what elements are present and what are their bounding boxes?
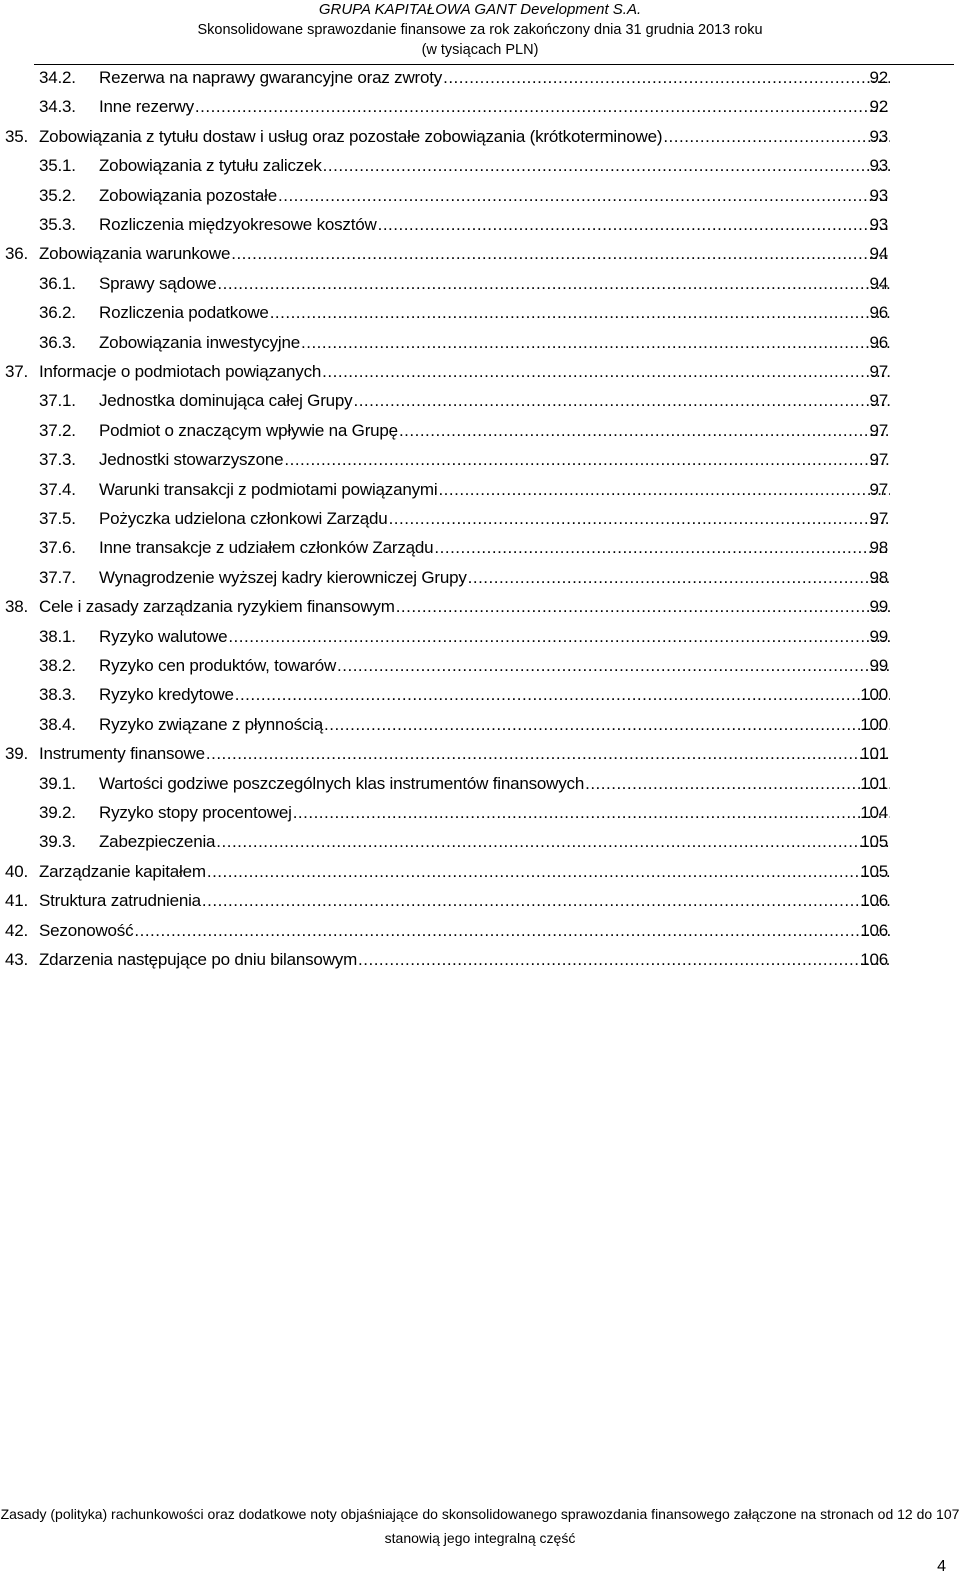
toc-leader-dots xyxy=(389,509,890,529)
toc-entry-number: 36.2. xyxy=(39,303,76,323)
toc-entry-title: Ryzyko związane z płynnością xyxy=(99,714,323,734)
toc-entry-number: 34.2. xyxy=(39,68,76,87)
toc-leader-dots xyxy=(399,421,890,441)
toc-entry-number: 40. xyxy=(5,861,29,881)
toc-entry-page: 105 xyxy=(860,832,888,852)
toc-leader-dots xyxy=(228,627,890,647)
toc-entry-number: 37.1. xyxy=(39,391,76,411)
toc-entry-number: 38.1. xyxy=(39,626,76,646)
toc-entry-title: Inne rezerwy xyxy=(99,97,194,117)
toc-entry[interactable] xyxy=(0,215,960,245)
toc-entry-title: Jednostki stowarzyszone xyxy=(99,450,284,470)
toc-entry-title: Zarządzanie kapitałem xyxy=(39,861,206,881)
toc-leader-dots xyxy=(217,274,890,294)
toc-entry-title-wrap xyxy=(99,832,890,852)
toc-entry-number: 39. xyxy=(5,744,29,764)
toc-entry-number: 35.2. xyxy=(39,185,76,205)
toc-entry[interactable] xyxy=(0,68,960,98)
toc-entry-title: Struktura zatrudnienia xyxy=(39,891,201,911)
toc-entry-title-wrap xyxy=(39,921,890,941)
toc-entry-title: Ryzyko stopy procentowej xyxy=(99,803,292,822)
toc-entry-title: Pożyczka udzielona członkowi Zarządu xyxy=(99,509,388,528)
header-divider xyxy=(34,64,954,65)
toc-entry[interactable] xyxy=(0,362,960,392)
toc-entry-page: 100 xyxy=(860,685,888,705)
toc-entry[interactable] xyxy=(0,950,960,980)
toc-entry-title-wrap xyxy=(39,862,890,882)
toc-entry-page: 99 xyxy=(869,656,888,675)
toc-entry-title: Wartości godziwe poszczególnych klas instrumentów finansowych xyxy=(99,773,585,793)
toc-entry[interactable] xyxy=(0,568,960,598)
toc-entry-title: Zobowiązania z tytułu zaliczek xyxy=(99,156,322,176)
toc-entry-title-wrap xyxy=(99,568,890,588)
toc-entry-page: 106 xyxy=(860,950,888,969)
toc-entry[interactable] xyxy=(0,450,960,480)
page-number: 4 xyxy=(937,1558,946,1575)
toc-entry-number: 37.2. xyxy=(39,420,76,440)
toc-leader-dots xyxy=(324,715,890,735)
toc-leader-dots xyxy=(207,862,890,882)
toc-entry-title-wrap xyxy=(39,597,890,617)
toc-entry-page: 97 xyxy=(869,362,888,381)
toc-entry-title: Rezerwa na naprawy gwarancyjne oraz zwroty xyxy=(99,68,443,87)
toc-entry-number: 39.1. xyxy=(39,773,76,793)
toc-entry-title: Ryzyko cen produktów, towarów xyxy=(99,656,337,675)
toc-entry[interactable] xyxy=(0,832,960,862)
toc-leader-dots xyxy=(284,450,890,470)
toc-entry-title: Rozliczenia podatkowe xyxy=(99,303,269,323)
page-footer xyxy=(0,1502,960,1550)
toc-entry-title-wrap xyxy=(99,450,890,470)
toc-leader-dots xyxy=(293,803,890,823)
toc-entry-page: 97 xyxy=(869,391,888,411)
toc-entry-page: 98 xyxy=(869,567,888,587)
toc-entry-number: 38. xyxy=(5,597,29,617)
toc-entry-number: 38.3. xyxy=(39,685,76,705)
toc-entry[interactable] xyxy=(0,597,960,627)
toc-entry-page: 92 xyxy=(869,97,888,117)
toc-entry-page: 106 xyxy=(860,891,888,911)
toc-leader-dots xyxy=(585,774,890,794)
toc-entry[interactable] xyxy=(0,156,960,186)
toc-entry-title: Zabezpieczenia xyxy=(99,832,216,852)
toc-leader-dots xyxy=(301,333,890,353)
toc-entry-number: 38.4. xyxy=(39,714,76,734)
toc-entry-title-wrap xyxy=(39,950,890,970)
toc-entry-title-wrap xyxy=(99,186,890,206)
toc-entry[interactable] xyxy=(0,538,960,568)
toc-entry-page: 106 xyxy=(860,920,888,940)
toc-entry[interactable] xyxy=(0,509,960,539)
toc-entry-title-wrap xyxy=(39,362,890,382)
footer-note-continued: stanowią jego integralną część xyxy=(384,1530,576,1546)
toc-entry-page: 94 xyxy=(869,244,888,264)
toc-entry[interactable] xyxy=(0,803,960,833)
toc-entry-title-wrap xyxy=(39,891,890,911)
toc-entry-page: 100 xyxy=(860,714,888,734)
toc-entry-page: 93 xyxy=(869,185,888,205)
toc-entry-title: Zdarzenia następujące po dniu bilansowym xyxy=(39,950,358,969)
toc-entry-title: Wynagrodzenie wyższej kadry kierowniczej Grupy xyxy=(99,567,467,587)
toc-leader-dots xyxy=(278,186,890,206)
toc-leader-dots xyxy=(663,127,890,147)
toc-leader-dots xyxy=(438,480,890,500)
report-title: Skonsolidowane sprawozdanie finansowe za rok zakończony dnia 31 grudnia 2013 roku xyxy=(197,22,763,38)
toc-entry-title: Rozliczenia międzyokresowe kosztów xyxy=(99,215,377,234)
toc-entry[interactable] xyxy=(0,303,960,333)
toc-entry[interactable] xyxy=(0,97,960,127)
toc-entry[interactable] xyxy=(0,715,960,745)
toc-entry-page: 99 xyxy=(869,626,888,646)
toc-entry-page: 97 xyxy=(869,420,888,440)
toc-entry-title-wrap xyxy=(39,744,890,764)
toc-entry-title-wrap xyxy=(99,803,890,823)
toc-entry-title-wrap xyxy=(99,538,890,558)
toc-entry[interactable] xyxy=(0,333,960,363)
toc-entry-title: Zobowiązania warunkowe xyxy=(39,244,231,264)
toc-entry-number: 36.1. xyxy=(39,273,76,293)
toc-entry-title-wrap xyxy=(99,68,890,88)
toc-entry-page: 104 xyxy=(860,803,888,822)
toc-entry-title: Cele i zasady zarządzania ryzykiem finansowym xyxy=(39,597,395,617)
toc-leader-dots xyxy=(323,156,890,176)
toc-entry-number: 37.4. xyxy=(39,479,76,499)
toc-entry-title: Warunki transakcji z podmiotami powiązanymi xyxy=(99,479,438,499)
toc-entry-title: Sezonowość xyxy=(39,920,134,940)
toc-leader-dots xyxy=(353,391,890,411)
toc-leader-dots xyxy=(396,597,890,617)
toc-entry-title: Sprawy sądowe xyxy=(99,273,217,293)
toc-entry-page: 94 xyxy=(869,273,888,293)
toc-leader-dots xyxy=(358,950,890,970)
toc-leader-dots xyxy=(195,97,890,117)
toc-entry-title-wrap xyxy=(99,303,890,323)
toc-entry-title: Informacje o podmiotach powiązanych xyxy=(39,362,322,381)
toc-leader-dots xyxy=(337,656,890,676)
toc-entry-page: 92 xyxy=(869,68,888,87)
toc-entry-title-wrap xyxy=(99,774,890,794)
toc-leader-dots xyxy=(322,362,890,382)
toc-entry-page: 93 xyxy=(869,156,888,176)
toc-entry[interactable] xyxy=(0,274,960,304)
toc-entry-number: 41. xyxy=(5,891,29,911)
toc-entry-title: Inne transakcje z udziałem członków Zarządu xyxy=(99,538,434,558)
toc-entry-title-wrap xyxy=(99,715,890,735)
toc-entry-title: Ryzyko walutowe xyxy=(99,626,228,646)
toc-entry-title-wrap xyxy=(99,333,890,353)
toc-entry-page: 93 xyxy=(869,126,888,146)
toc-entry-number: 34.3. xyxy=(39,97,76,117)
toc-leader-dots xyxy=(231,244,890,264)
toc-entry[interactable] xyxy=(0,480,960,510)
toc-entry-number: 37.6. xyxy=(39,538,76,558)
toc-entry-title: Zobowiązania z tytułu dostaw i usług oraz pozostałe zobowiązania (krótkoterminowe) xyxy=(39,126,663,146)
toc-entry-title-wrap xyxy=(99,274,890,294)
toc-entry-title: Ryzyko kredytowe xyxy=(99,685,234,705)
toc-entry[interactable] xyxy=(0,891,960,921)
toc-entry-title-wrap xyxy=(99,627,890,647)
toc-entry-title-wrap xyxy=(99,656,890,676)
footer-note: Zasady (polityka) rachunkowości oraz dodatkowe noty objaśniające do skonsolidowanego sprawozdania finansowego załączone na stronach od 12 do 107 xyxy=(0,1506,960,1522)
toc-entry-number: 39.2. xyxy=(39,803,76,822)
toc-entry-page: 96 xyxy=(869,303,888,323)
toc-entry-title-wrap xyxy=(39,244,890,264)
toc-leader-dots xyxy=(134,921,890,941)
toc-entry[interactable] xyxy=(0,421,960,451)
toc-entry-page: 98 xyxy=(869,538,888,558)
toc-entry[interactable] xyxy=(0,127,960,157)
toc-entry-number: 37.3. xyxy=(39,450,76,470)
toc-entry-title-wrap xyxy=(99,156,890,176)
toc-entry-title: Podmiot o znaczącym wpływie na Grupę xyxy=(99,420,398,440)
toc-entry-number: 35.3. xyxy=(39,215,76,234)
toc-leader-dots xyxy=(443,68,890,88)
units-note: (w tysiącach PLN) xyxy=(421,42,539,58)
toc-entry-number: 38.2. xyxy=(39,656,76,675)
toc-entry-title-wrap xyxy=(99,480,890,500)
toc-entry-title: Instrumenty finansowe xyxy=(39,744,205,764)
toc-entry-number: 39.3. xyxy=(39,832,76,852)
company-name: GRUPA KAPITAŁOWA GANT Development S.A. xyxy=(318,1,642,18)
toc-entry-title-wrap xyxy=(99,685,890,705)
toc-leader-dots xyxy=(378,215,890,235)
toc-entry[interactable] xyxy=(0,186,960,216)
toc-leader-dots xyxy=(235,685,890,705)
toc-entry-number: 43. xyxy=(5,950,29,969)
toc-entry-title-wrap xyxy=(99,97,890,117)
toc-entry-number: 42. xyxy=(5,920,29,940)
toc-entry-title-wrap xyxy=(99,215,890,235)
toc-entry-number: 37.5. xyxy=(39,509,76,528)
toc-entry-title-wrap xyxy=(99,421,890,441)
toc-leader-dots xyxy=(216,832,890,852)
toc-entry-title-wrap xyxy=(39,127,890,147)
page-header xyxy=(0,0,960,60)
toc-entry-page: 99 xyxy=(869,597,888,617)
toc-leader-dots xyxy=(202,891,890,911)
toc-entry[interactable] xyxy=(0,744,960,774)
toc-entry-number: 36.3. xyxy=(39,332,76,352)
toc-entry-page: 101 xyxy=(860,744,888,764)
toc-entry-number: 36. xyxy=(5,244,29,264)
toc-entry-page: 93 xyxy=(869,215,888,234)
toc-entry-page: 96 xyxy=(869,332,888,352)
toc-entry-number: 37.7. xyxy=(39,567,76,587)
toc-leader-dots xyxy=(468,568,890,588)
toc-entry[interactable] xyxy=(0,244,960,274)
toc-entry[interactable] xyxy=(0,391,960,421)
toc-entry-title-wrap xyxy=(99,391,890,411)
toc-entry-page: 97 xyxy=(869,479,888,499)
toc-entry-number: 35. xyxy=(5,126,29,146)
toc-entry-page: 97 xyxy=(869,450,888,470)
toc-entry-title: Jednostka dominująca całej Grupy xyxy=(99,391,353,411)
toc-entry[interactable] xyxy=(0,774,960,804)
toc-entry-number: 35.1. xyxy=(39,156,76,176)
toc-leader-dots xyxy=(434,538,890,558)
toc-entry-number: 37. xyxy=(5,362,29,381)
toc-entry-page: 97 xyxy=(869,509,888,528)
toc-entry[interactable] xyxy=(0,656,960,686)
toc-entry-title: Zobowiązania pozostałe xyxy=(99,185,277,205)
toc-leader-dots xyxy=(270,303,890,323)
toc-leader-dots xyxy=(206,744,890,764)
toc-entry-page: 105 xyxy=(860,861,888,881)
toc-entry[interactable] xyxy=(0,685,960,715)
toc-entry-page: 101 xyxy=(860,773,888,793)
toc-entry[interactable] xyxy=(0,862,960,892)
toc-entry-title-wrap xyxy=(99,509,890,529)
toc-entry-title: Zobowiązania inwestycyjne xyxy=(99,332,300,352)
toc-entry[interactable] xyxy=(0,921,960,951)
toc-entry[interactable] xyxy=(0,627,960,657)
